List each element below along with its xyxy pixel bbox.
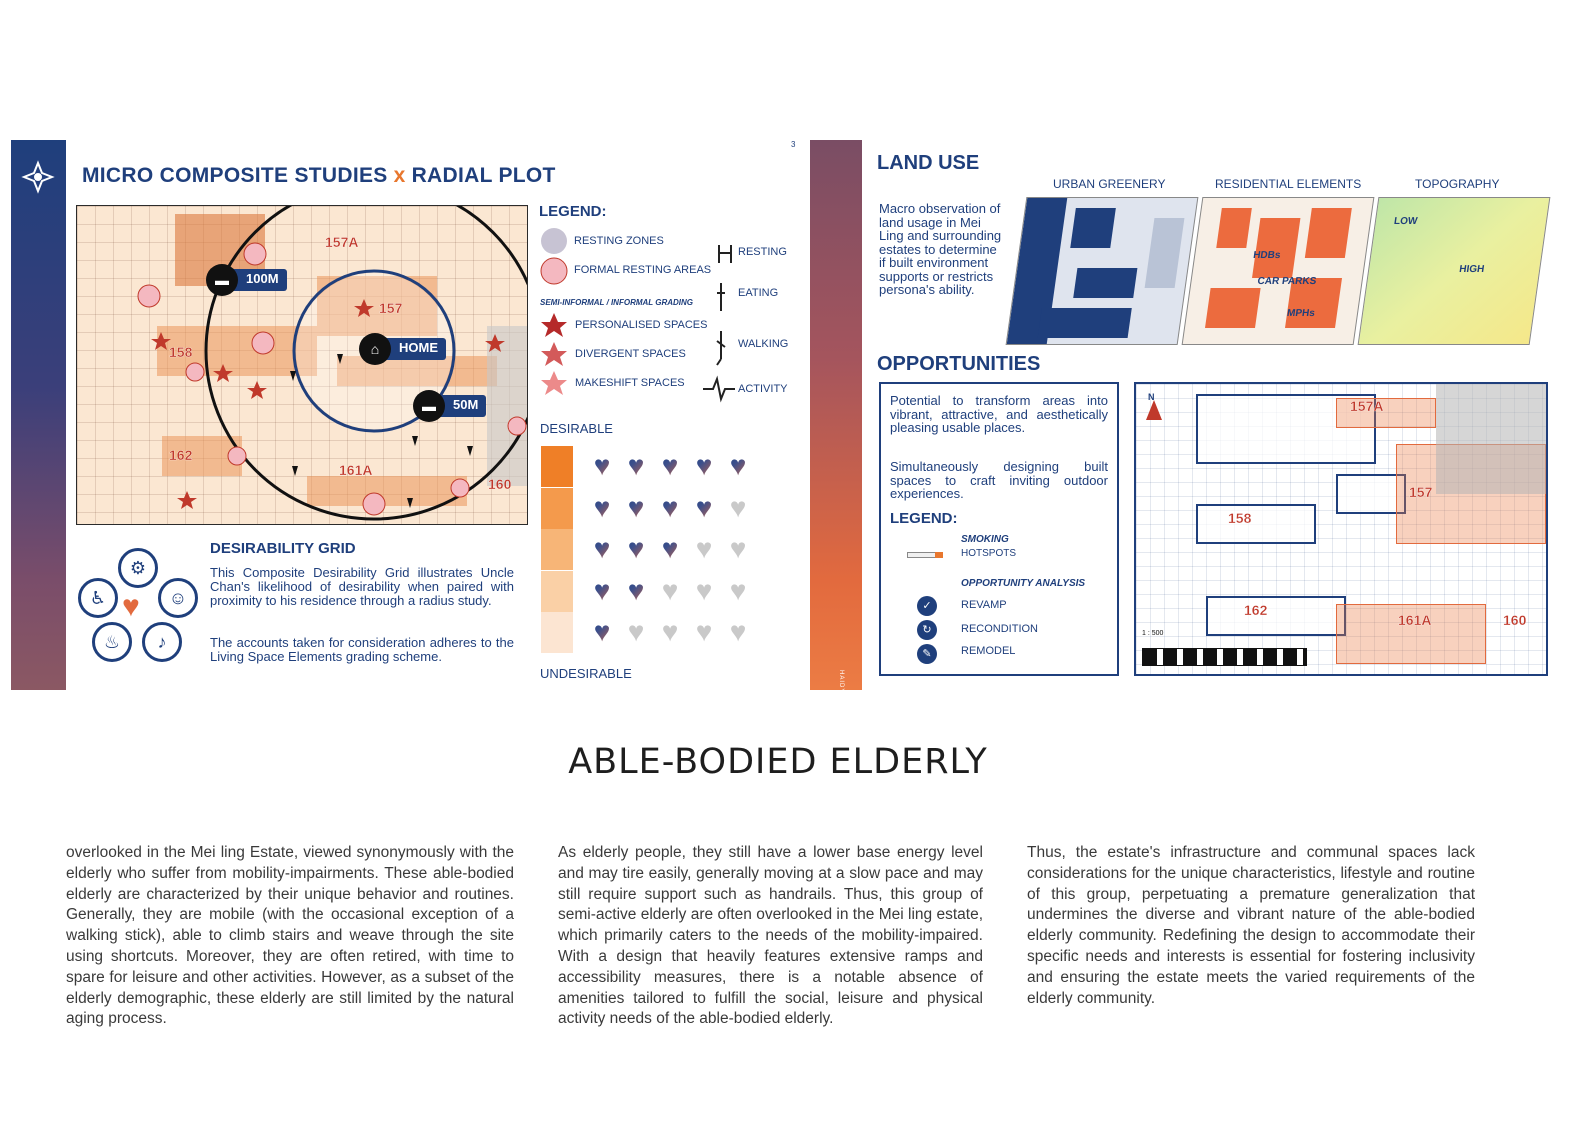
opportunity-site-plan	[1134, 382, 1548, 676]
elderly-figure-illustration	[1436, 384, 1546, 494]
heart-filled-icon: ♥	[622, 578, 650, 604]
desirable-label: DESIRABLE	[540, 421, 613, 436]
greenery-patch	[1038, 308, 1132, 338]
home-icon: ⌂	[359, 333, 391, 365]
opp-revamp: REVAMP	[961, 599, 1007, 611]
legend-resting-zones: RESTING ZONES	[574, 235, 664, 247]
residential-block	[1252, 218, 1300, 278]
radius-circles	[77, 206, 528, 525]
seat-icon: ♨	[92, 622, 132, 662]
mphs-label: MPHs	[1286, 308, 1316, 319]
opp-smoking: SMOKING	[961, 534, 1009, 545]
hearing-icon: ♪	[142, 622, 182, 662]
topo-low-label: LOW	[1393, 216, 1419, 227]
worker-icon: ☺	[158, 578, 198, 618]
plan-label-161a: 161A	[1398, 612, 1432, 628]
scale-cell	[541, 488, 573, 529]
right-sidebar-band	[810, 140, 862, 690]
residential-heading: RESIDENTIAL ELEMENTS	[1215, 177, 1362, 191]
heart-filled-icon: ♥	[656, 453, 684, 479]
legend-personalised: PERSONALISED SPACES	[575, 319, 708, 331]
radius-50m-label: 50M	[429, 395, 486, 417]
plan-scale-label: 1 : 500	[1142, 630, 1164, 637]
topo-high-label: HIGH	[1458, 264, 1485, 275]
cigarette-icon	[907, 552, 943, 558]
legend-formal-resting: FORMAL RESTING AREAS	[574, 264, 712, 276]
heart-filled-icon: ♥	[588, 495, 616, 521]
heart-empty-icon: ♥	[661, 574, 679, 606]
heart-filled-icon: ♥	[622, 495, 650, 521]
plan-label-162: 162	[1244, 602, 1268, 618]
plan-label-160: 160	[1503, 612, 1527, 628]
heart-filled-icon: ♥	[622, 536, 650, 562]
map-label-157: 157	[379, 300, 403, 316]
legend-resting: RESTING	[738, 246, 787, 258]
land-use-text: Macro observation of land usage in Mei Ling and surrounding estates to determine if built environment supports or restricts persona's ability.	[879, 201, 1002, 297]
left-sidebar-band	[11, 140, 66, 690]
greenery-patch	[1070, 208, 1116, 248]
home-label: HOME	[375, 338, 446, 360]
vertical-credit: HAIDY CLARA	[838, 670, 844, 721]
main-heading: ABLE-BODIED ELDERLY	[568, 742, 988, 782]
opp-text2: Simultaneously designing built spaces to craft inviting outdoor experiences.	[890, 459, 1108, 501]
ruler-icon: ▬	[413, 390, 445, 422]
heart-empty-icon: ♥	[661, 616, 679, 647]
north-label: N	[1148, 392, 1155, 402]
hdbs-label: HDBs	[1252, 250, 1282, 261]
plan-label-157: 157	[1409, 484, 1433, 500]
heart-filled-icon: ♥	[588, 536, 616, 562]
residential-model	[1182, 197, 1375, 345]
map-label-157a: 157A	[325, 234, 359, 250]
page-number: 3	[791, 140, 796, 149]
map-label-160: 160	[488, 476, 512, 492]
urban-greenery-model	[1006, 197, 1199, 345]
heart-filled-icon: ♥	[588, 619, 616, 645]
opp-legend-title: LEGEND:	[890, 510, 958, 527]
heart-filled-icon: ♥	[724, 453, 752, 479]
legend-title: LEGEND:	[539, 203, 607, 220]
radius-100m-label: 100M	[222, 269, 287, 291]
heart-empty-icon: ♥	[627, 616, 645, 647]
legend-activity: ACTIVITY	[738, 383, 788, 395]
scale-cell	[541, 446, 573, 487]
map-label-161a: 161A	[339, 462, 373, 478]
map-label-162: 162	[169, 447, 193, 463]
accessibility-icon: ♿	[78, 578, 118, 618]
urban-greenery-heading: URBAN GREENERY	[1053, 177, 1166, 191]
heart-filled-icon: ♥	[622, 453, 650, 479]
heart-empty-icon: ♥	[729, 533, 747, 564]
heart-empty-icon: ♥	[695, 616, 713, 647]
paragraph-col2: As elderly people, they still have a lower base energy level and may tire easily, generally moving at a slow pace and may still require support such as handrails. Thus, this group of semi-active elderly are often overlooked in the Mei ling estate, which primarily caters to the needs of the mobility-impaired. With a design that heavily features extensive ramps and accessibility measures, there is a notable absence of amenities tailored to fulfill the social, leisure and physical activity needs of the able-bodied elderly.	[558, 844, 983, 1028]
remodel-icon: ✎	[917, 644, 937, 664]
plan-label-158: 158	[1228, 510, 1252, 526]
opp-recondition: RECONDITION	[961, 623, 1038, 635]
heart-empty-icon: ♥	[729, 616, 747, 647]
opp-analysis: OPPORTUNITY ANALYSIS	[961, 578, 1086, 589]
gear-person-icon: ⚙	[118, 548, 158, 588]
revamp-icon: ✓	[917, 596, 937, 616]
greenery-patch	[1073, 268, 1137, 298]
desirability-icon-cluster	[78, 548, 202, 666]
legend-eating: EATING	[738, 287, 779, 299]
residential-block	[1205, 288, 1261, 328]
heart-empty-icon: ♥	[695, 533, 713, 564]
topography-model	[1358, 197, 1551, 345]
legend-subheading: SEMI-INFORMAL / INFORMAL GRADING	[540, 298, 694, 307]
heart-filled-icon: ♥	[690, 453, 718, 479]
scale-cell	[541, 612, 573, 653]
heart-filled-icon: ♥	[656, 536, 684, 562]
legend-divergent: DIVERGENT SPACES	[575, 348, 686, 360]
ruler-icon: ▬	[206, 264, 238, 296]
opp-text1: Potential to transform areas into vibrant, attractive, and aesthetically pleasing usable places.	[890, 393, 1108, 435]
opportunities-box	[879, 382, 1119, 676]
desirability-grid-text2: The accounts taken for consideration adheres to the Living Space Elements grading scheme.	[210, 635, 514, 664]
heart-empty-icon: ♥	[729, 574, 747, 606]
scale-cell	[541, 571, 573, 612]
recondition-icon: ↻	[917, 620, 937, 640]
residential-block	[1305, 208, 1352, 258]
scale-bar	[1142, 648, 1307, 666]
desirability-grid-text1: This Composite Desirability Grid illustrates Uncle Chan's likelihood of desirability when paired with proximity to his residence through a radius study.	[210, 565, 514, 608]
car-parks-label: CAR PARKS	[1256, 276, 1318, 287]
legend-makeshift: MAKESHIFT SPACES	[575, 377, 685, 389]
title-x: x	[393, 164, 406, 187]
land-use-title: LAND USE	[877, 152, 980, 174]
compass-star-icon	[11, 140, 66, 210]
desirability-grid-title: DESIRABILITY GRID	[210, 540, 356, 557]
opp-hotspots: HOTSPOTS	[961, 548, 1017, 559]
heart-filled-icon: ♥	[588, 578, 616, 604]
plan-block	[1206, 596, 1346, 636]
heart-filled-icon: ♥	[588, 453, 616, 479]
paragraph-col3: Thus, the estate's infrastructure and communal spaces lack considerations for the unique characteristics, lifestyle and routine of this group, perpetuating a premature generalization that undermines the diverse and vibrant nature of the able-bodied elderly community. Redefining the design to accommodate their specific needs and interests is essential for fostering inclusivity and ensuring the estate meets the varied requirements of the elderly community.	[1027, 844, 1475, 1007]
heart-empty-icon: ♥	[729, 491, 747, 523]
opp-remodel: REMODEL	[961, 645, 1016, 657]
north-arrow-icon	[1146, 400, 1162, 420]
greenery-patch	[1145, 218, 1185, 288]
title-part1: MICRO COMPOSITE STUDIES	[82, 164, 388, 187]
scale-cell	[541, 529, 573, 570]
title-part2: RADIAL PLOT	[411, 164, 556, 187]
residential-block	[1216, 208, 1252, 248]
topography-heading: TOPOGRAPHY	[1415, 177, 1500, 191]
heart-empty-icon: ♥	[695, 574, 713, 606]
plan-label-157a: 157A	[1350, 398, 1384, 414]
left-panel-title	[82, 164, 556, 188]
opportunities-title: OPPORTUNITIES	[877, 353, 1041, 375]
radial-plot-map	[76, 205, 528, 525]
map-label-158: 158	[169, 344, 193, 360]
heart-filled-icon: ♥	[690, 495, 718, 521]
undesirable-label: UNDESIRABLE	[540, 666, 632, 681]
heart-icon: ♥	[122, 590, 140, 623]
paragraph-col1: overlooked in the Mei ling Estate, viewed synonymously with the elderly who suffer from mobility-impairments. These able-bodied elderly are characterized by their unique behavior and routines. Generally, they are mobile (with the occasional exception of a walking stick), able to climb stairs and weave through the site using shortcuts. Moreover, they are often retired, with time to spare for leisure and other activities. However, as a subset of the elderly demographic, these elderly are still limited by the natural aging process.	[66, 844, 514, 1028]
plan-block	[1196, 504, 1316, 544]
heart-filled-icon: ♥	[656, 495, 684, 521]
legend-walking: WALKING	[738, 338, 789, 350]
